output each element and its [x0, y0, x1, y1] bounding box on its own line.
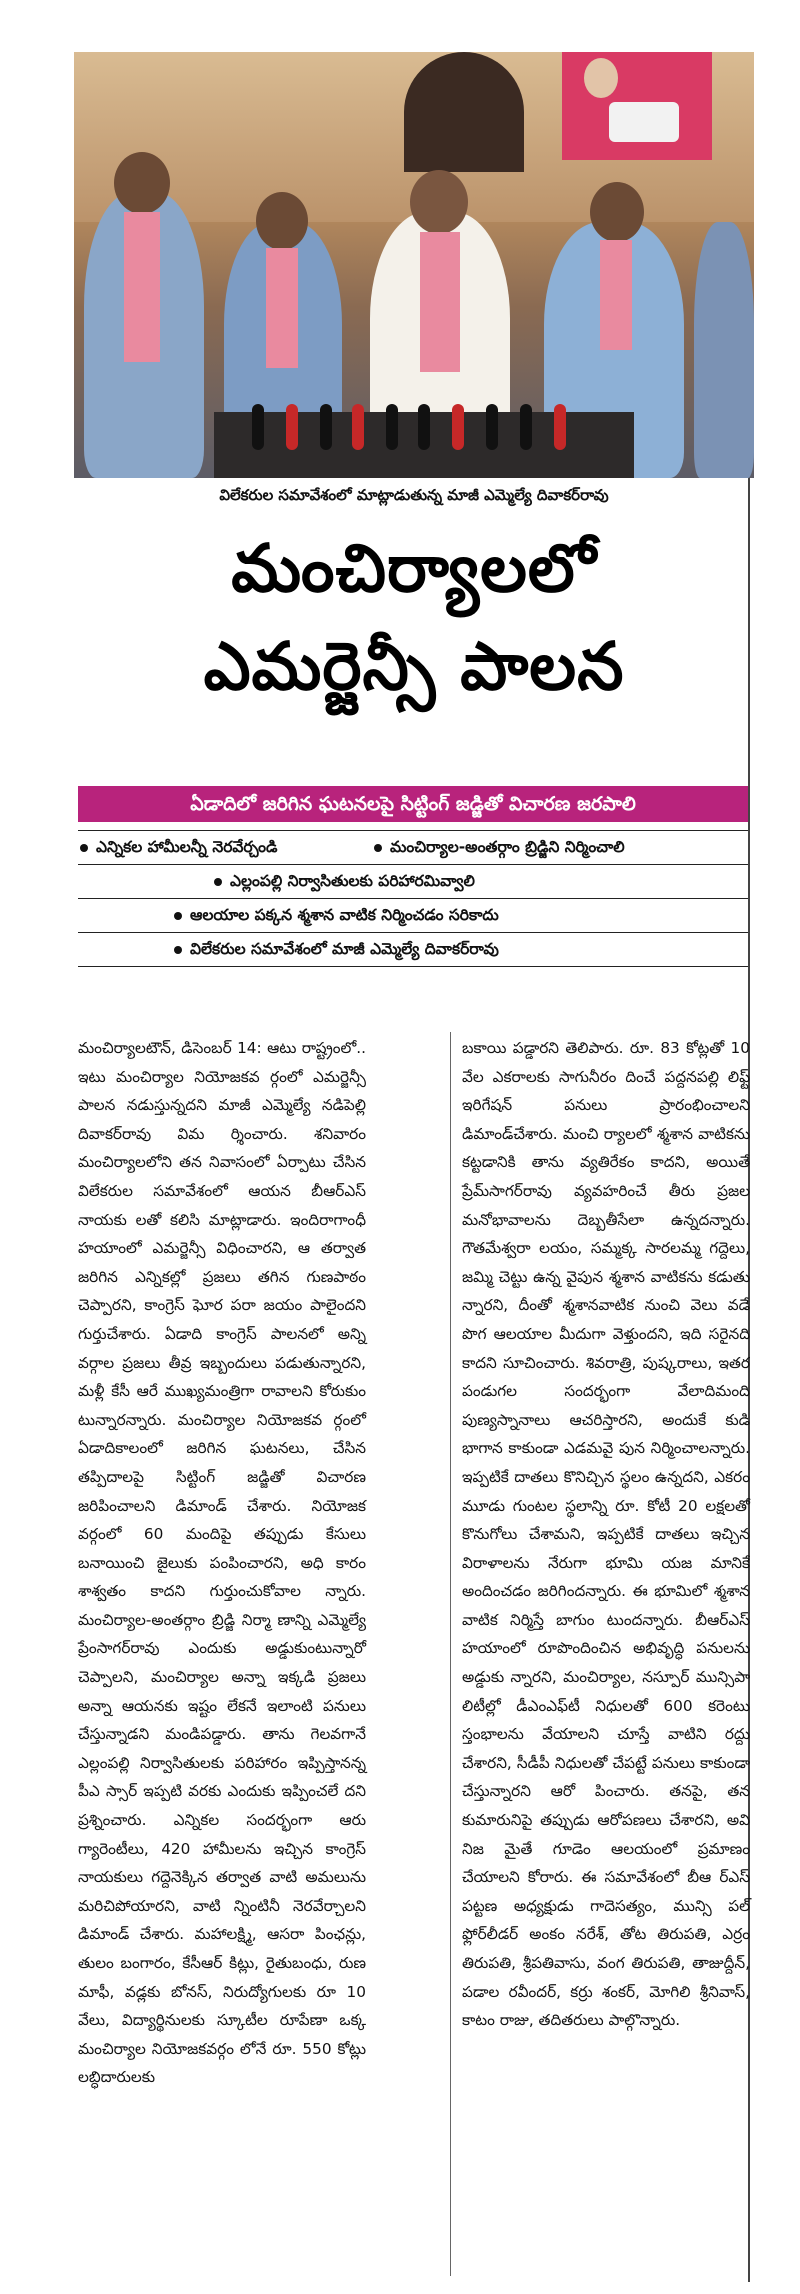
bullet-item: ఆలయాల పక్కన శ్మశాన వాటిక నిర్మించడం సరికాదు [174, 902, 499, 928]
bullet-divider [78, 898, 748, 899]
article-body-left [78, 1034, 366, 2092]
headline [74, 520, 754, 716]
bullet-dot-icon [174, 946, 182, 954]
newspaper-clipping [74, 52, 754, 2278]
bullet-item: మంచిర్యాల-అంతర్గాం బ్రిడ్జిని నిర్మించాలి [374, 834, 625, 860]
subheading-banner: ఏడాదిలో జరిగిన ఘటనలపై సిట్టింగ్ జడ్జితో విచారణ జరపాలి [78, 786, 748, 822]
article-body-right [462, 1034, 750, 2035]
bullet-dot-icon [80, 844, 88, 852]
bullet-divider [78, 864, 748, 865]
column-divider [450, 1032, 451, 2276]
press-meet-photo [74, 52, 754, 478]
bullet-divider [78, 830, 748, 831]
article-paragraph: మంచిర్యాలటౌన్, డిసెంబర్ 14: ఆటు రాష్ట్రంలో.. ఇటు మంచిర్యాల నియోజకవ ర్గంలో ఎమర్జెన్సీ పాలన నడుస్తున్నదని మాజీ ఎమ్మెల్యే నడిపెల్లి దివాకర్‌రావు విమ ర్శించారు. శనివారం మంచిర్యాలలోని తన నివాసంలో ఏర్పాటు చేసిన విలేకరుల సమావేశంలో ఆయన బీఆర్‌ఎస్ నాయకు లతో కలిసి మాట్లాడారు. ఇందిరాగాంధీ హయాంలో ఎమర్జెన్సీ విధించారని, ఆ తర్వాత జరిగిన ఎన్నికల్లో ప్రజలు తగిన గుణపాఠం చెప్పారని, కాంగ్రెస్ ఘోర పరా జయం పాలైందని గుర్తుచేశారు. ఏడాది కాంగ్రెస్ పాలనలో అన్ని వర్గాల ప్రజలు తీవ్ర ఇబ్బందులు పడుతున్నారని, మళ్లీ కేసీ ఆరే ముఖ్యమంత్రిగా రావాలని కోరుకుం టున్నారన్నారు. మంచిర్యాల నియోజకవ ర్గంలో ఏడాదికాలంలో జరిగిన ఘటనలు, చేసిన తప్పిదాలపై సిట్టింగ్ జడ్జితో విచారణ జరిపించాలని డిమాండ్ చేశారు. నియోజక వర్గంలో 60 మందిపై తప్పుడు కేసులు బనాయించి జైలుకు పంపించారని, అధి కారం శాశ్వతం కాదని గుర్తుంచుకోవాల న్నారు. మంచిర్యాల-అంతర్గాం బ్రిడ్జి నిర్మా ణాన్ని ఎమ్మెల్యే ప్రేంసాగర్‌రావు ఎందుకు అడ్డుకుంటున్నారో చెప్పాలని, మంచిర్యాల అన్నా ఇక్కడి ప్రజలు అన్నా ఆయనకు ఇష్టం లేకనే ఇలాంటి పనులు చేస్తున్నాడని మండిపడ్డారు. తాను గెలవగానే ఎల్లంపల్లి నిర్వాసితులకు పరిహారం ఇప్పిస్తానన్న పీఎ స్సార్ ఇప్పటి వరకు ఎందుకు ఇప్పించలే దని ప్రశ్నించారు. ఎన్నికల సందర్భంగా ఆరు గ్యారెంటీలు, 420 హామీలను ఇచ్చిన కాంగ్రెస్ నాయకులు గద్దెనెక్కిన తర్వాత వాటి అమలును మరిచిపోయారని, వాటి న్నింటినీ నెరవేర్చాలని డిమాండ్ చేశారు. మహాలక్ష్మి, ఆసరా పింఛన్లు, తులం బంగారం, కేసీఆర్ కిట్లు, రైతుబంధు, రుణ మాఫీ, వడ్లకు బోనస్, నిరుద్యోగులకు రూ 10 వేలు, విద్యార్థినులకు స్కూటీల రూపేణా ఒక్క మంచిర్యాల నియోజకవర్గం లోనే రూ. 550 కోట్లు లబ్ధిదారులకు [78, 1039, 366, 2087]
bullet-item: విలేకరుల సమావేశంలో మాజీ ఎమ్మెల్యే దివాకర్‌రావు [174, 936, 499, 962]
bullet-divider [78, 966, 748, 967]
bullet-item: ఎల్లంపల్లి నిర్వాసితులకు పరిహారమివ్వాలి [214, 868, 475, 894]
bullet-divider [78, 932, 748, 933]
bullet-dot-icon [374, 844, 382, 852]
photo-caption: విలేకరుల సమావేశంలో మాట్లాడుతున్న మాజీ ఎమ్మెల్యే దివాకర్‌రావు [219, 486, 609, 504]
headline-line-1: మంచిర్యాలలో [231, 530, 597, 607]
bullet-dot-icon [214, 878, 222, 886]
article-paragraph: బకాయి పడ్డారని తెలిపారు. రూ. 83 కోట్లతో 10 వేల ఎకరాలకు సాగునీరం దించే పద్దనపల్లి లిఫ్ట్ ఇరిగేషన్ పనులు ప్రారంభించాలని డిమాండ్‌చేశారు. మంచి ర్యాలలో శ్మశాన వాటికను కట్టడానికి తాను వ్యతిరేకం కాదని, అయితే ప్రేమ్‌సాగర్‌రావు వ్యవహరించే తీరు ప్రజల మనోభావాలను దెబ్బతీసేలా ఉన్నదన్నారు. గౌతమేశ్వరా లయం, సమ్మక్క సారలమ్మ గద్దెలు, జమ్మి చెట్టు ఉన్న వైపున శ్మశాన వాటికను కడుతు న్నారని, దీంతో శ్మశానవాటిక నుంచి వెలు వడే పొగ ఆలయాల మీదుగా వెళ్తుందని, ఇది సరైనది కాదని సూచించారు. శివరాత్రి, పుష్కరాలు, ఇతర పండుగల సందర్భంగా వేలాదిమంది పుణ్యస్నానాలు ఆచరిస్తారని, అందుకే కుడి భాగాన కాకుండా ఎడమవై పున నిర్మించాలన్నారు. ఇప్పటికే దాతలు కొనిచ్చిన స్థలం ఉన్నదని, ఎకరం మూడు గుంటల స్థలాన్ని రూ. కోటీ 20 లక్షలతో కొనుగోలు చేశామని, ఇప్పటికే దాతలు ఇచ్చిన విరాళాలను నేరుగా భూమి యజ మానికే అందించడం జరిగిందన్నారు. ఈ భూమిలో శ్మశాన వాటిక నిర్మిస్తే బాగుం టుందన్నారు. బీఆర్‌ఎస్ హయాంలో రూపొందించిన అభివృద్ధి పనులను అడ్డుకు న్నారని, మంచిర్యాల, నస్పూర్ మున్సిపా లిటీల్లో డీఎంఎఫ్‌టీ నిధులతో 600 కరెంటు స్తంభాలను వేయాలని చూస్తే వాటిని రద్దు చేశారని, సీడీపీ నిధులతో చేపట్టే పనులు కాకుండా చేస్తున్నారని ఆరో పించారు. తనపై, తన కుమారునిపై తప్పుడు ఆరోపణలు చేశారని, అవి నిజ మైతే గూడెం ఆలయంలో ప్రమాణం చేయాలని కోరారు. ఈ సమావేశంలో బీఆ ర్‌ఎస్ పట్టణ అధ్యక్షుడు గాదెసత్యం, మున్సి పల్ ఫ్లోర్‌లీడర్ అంకం నరేశ్, తోట తిరుపతి, ఎర్రం తిరుపతి, శ్రీపతివాసు, వంగ తిరుపతి, తాజుద్దీన్, పడాల రవీందర్, కర్రు శంకర్, మోగిలి శ్రీనివాస్, కాటం రాజు, తదితరులు పాల్గొన్నారు. [462, 1039, 750, 2030]
bullet-dot-icon [174, 912, 182, 920]
bullet-item: ఎన్నికల హామీలన్నీ నెరవేర్చండి [80, 834, 278, 860]
headline-line-2: ఎమర్జెన్సీ పాలన [203, 628, 625, 705]
